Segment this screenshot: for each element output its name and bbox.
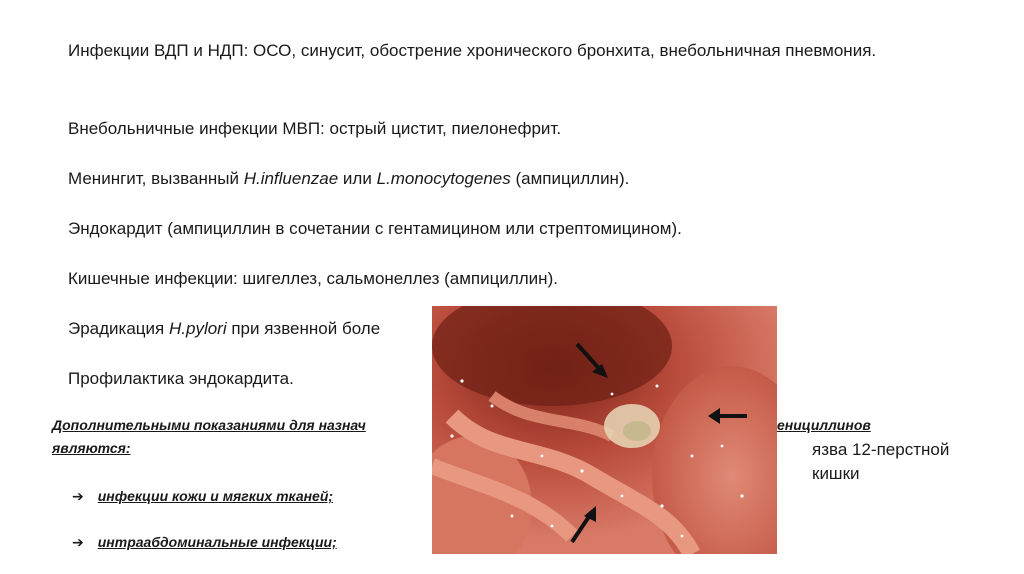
- indication-6: Эрадикация H.pylori при язвенной боле: [68, 319, 381, 338]
- endoscopy-image: [432, 306, 777, 554]
- arrow-icon: ➔: [72, 488, 84, 504]
- indication-7: Профилактика эндокардита.: [68, 369, 294, 388]
- additional-heading-left: Дополнительными показаниями для назнач: [52, 417, 366, 433]
- indication-5: Кишечные инфекции: шигеллез, сальмонеллез (ампициллин).: [68, 269, 558, 288]
- bullet-item-1: ➔ инфекции кожи и мягких тканей;: [72, 488, 334, 504]
- image-caption: язва 12-перстной кишки: [812, 440, 950, 483]
- indication-4: Эндокардит (ампициллин в сочетании с гентамицином или стрептомицином).: [68, 219, 682, 238]
- indication-3: Менингит, вызванный H.influenzae или L.monocytogenes (ампициллин).: [68, 169, 630, 188]
- indication-2: Внебольничные инфекции МВП: острый цистит, пиелонефрит.: [68, 119, 562, 138]
- indication-1: Инфекции ВДП и НДП: ОСО, синусит, обострение хронического бронхита, внебольничная пневмония.: [68, 41, 877, 60]
- additional-heading-line2: являются:: [52, 440, 131, 456]
- additional-heading-right: енициллинов: [777, 417, 871, 433]
- arrow-icon: ➔: [72, 534, 84, 550]
- bullet-item-2: ➔ интраабдоминальные инфекции;: [72, 534, 337, 550]
